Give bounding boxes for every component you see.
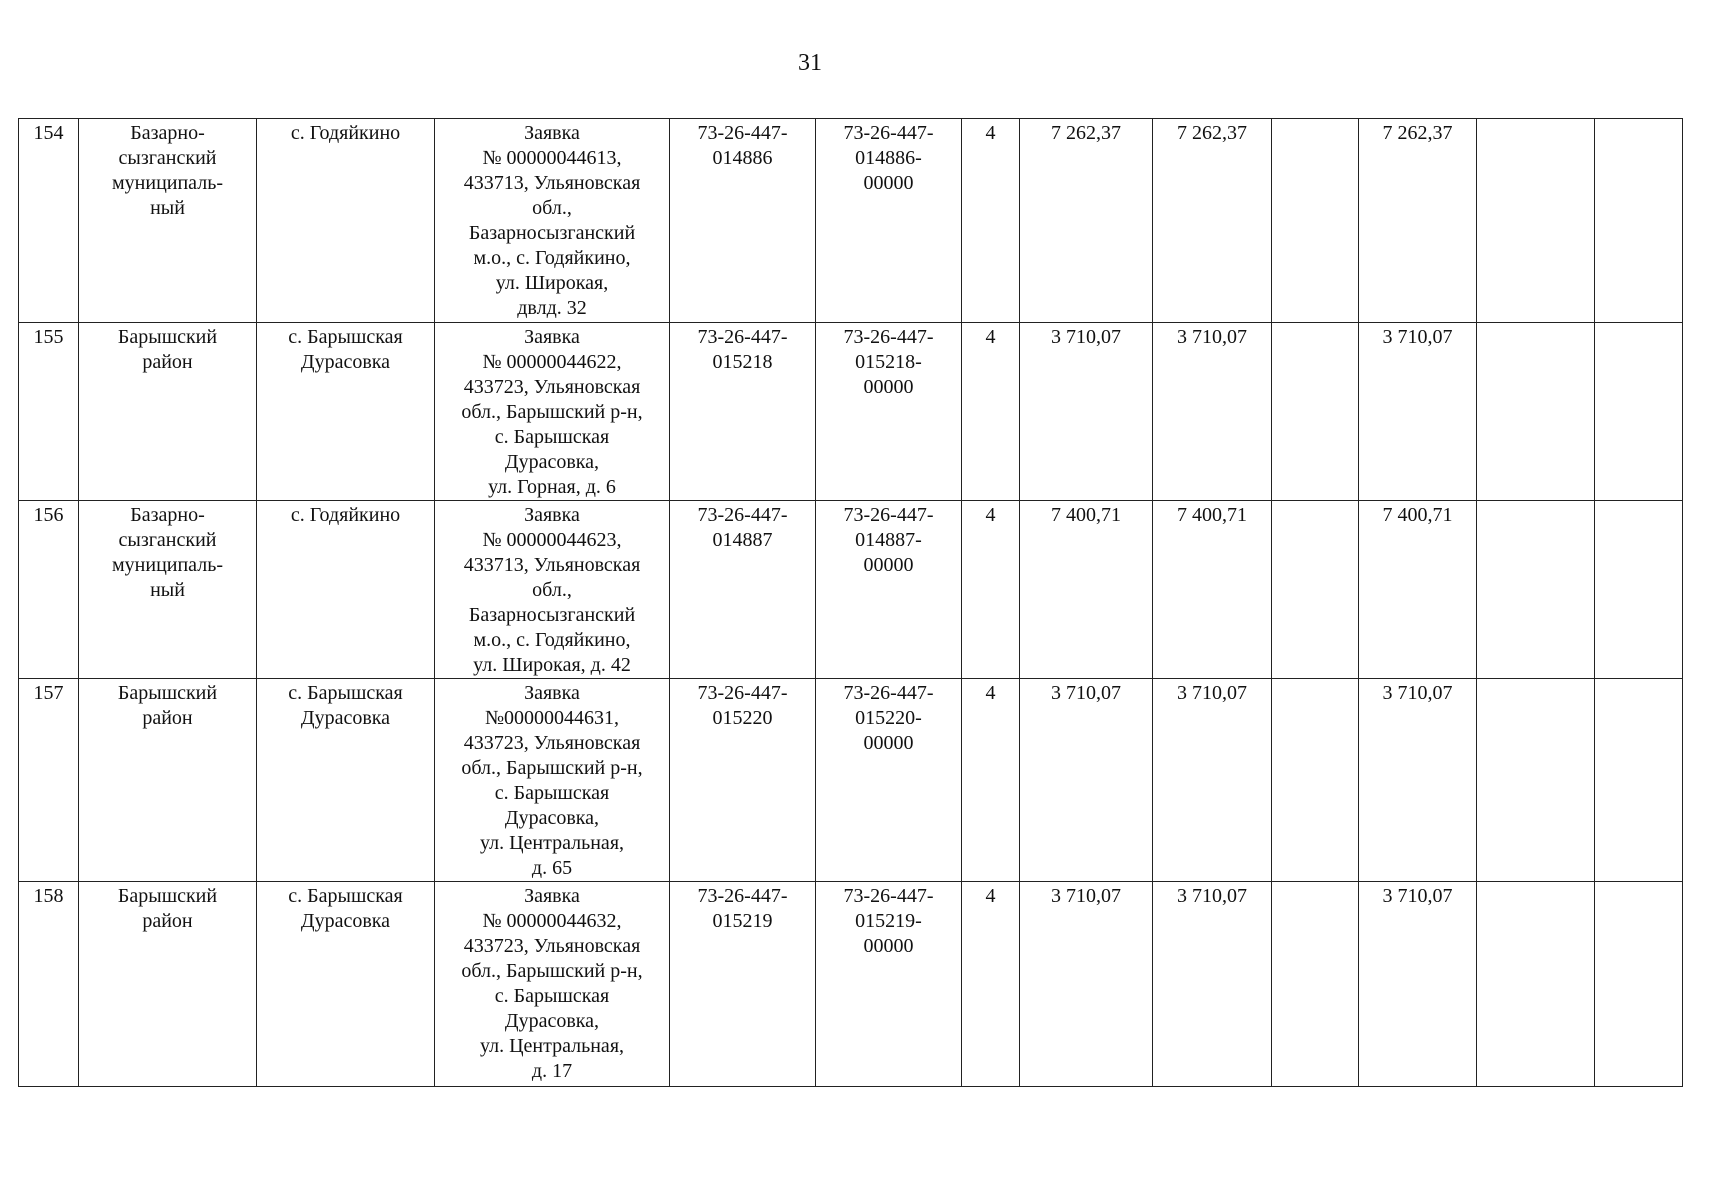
district-cell: [79, 882, 257, 1087]
application-address-cell: [435, 119, 670, 323]
extra-2-cell: [1595, 119, 1683, 323]
cell-line: Дурасовка,: [504, 451, 600, 473]
cell-line: с. Барышская: [494, 426, 610, 448]
cell-line: район: [142, 707, 193, 729]
cell-line: 433713, Ульяновская: [463, 172, 641, 194]
quantity-cell: 4: [962, 323, 1020, 501]
cell-line: Дурасовка,: [504, 807, 600, 829]
cell-line: Базарно-: [130, 504, 205, 526]
cell-line: 433713, Ульяновская: [463, 554, 641, 576]
cell-line: двлд. 32: [517, 297, 587, 319]
amount-3-cell: [1272, 501, 1359, 679]
cell-line: ул. Центральная,: [479, 832, 625, 854]
cell-line: обл., Барышский р-н,: [461, 960, 643, 982]
cell-line: Базарносызганский: [468, 604, 636, 626]
locality-cell: [257, 119, 435, 323]
amount-4-cell: 7 400,71: [1359, 501, 1477, 679]
cell-line: сызганский: [118, 529, 217, 551]
row-number-cell: 157: [19, 679, 79, 882]
extra-2-cell: [1595, 501, 1683, 679]
code-cell: [670, 119, 816, 323]
quantity-cell: 4: [962, 119, 1020, 323]
amount-2-cell: 3 710,07: [1153, 882, 1272, 1087]
cell-line: 015219: [712, 910, 773, 932]
cell-line: 73-26-447-: [843, 504, 934, 526]
cell-line: 433723, Ульяновская: [463, 376, 641, 398]
cell-line: с. Барышская: [288, 326, 403, 348]
cell-line: ул. Центральная,: [479, 1035, 625, 1057]
amount-2-cell: 3 710,07: [1153, 679, 1272, 882]
application-address-cell: [435, 501, 670, 679]
cell-line: 73-26-447-: [843, 326, 934, 348]
cell-line: 015218-: [855, 351, 922, 373]
amount-4-cell: 3 710,07: [1359, 882, 1477, 1087]
cell-line: обл.,: [532, 197, 572, 219]
district-cell: [79, 119, 257, 323]
full-code-cell: [816, 501, 962, 679]
cell-line: Заявка: [524, 326, 580, 348]
extra-1-cell: [1477, 323, 1595, 501]
cell-line: Заявка: [524, 504, 580, 526]
amount-3-cell: [1272, 119, 1359, 323]
cell-line: № 00000044632,: [482, 910, 622, 932]
cell-line: 00000: [863, 732, 914, 754]
cell-line: Заявка: [524, 122, 580, 144]
cell-line: обл., Барышский р-н,: [461, 757, 643, 779]
cell-line: Заявка: [524, 885, 580, 907]
district-cell: [79, 679, 257, 882]
cell-line: район: [142, 910, 193, 932]
extra-1-cell: [1477, 679, 1595, 882]
cell-line: ул. Широкая, д. 42: [473, 654, 631, 676]
cell-line: муниципаль-: [112, 554, 223, 576]
page-number: 31: [798, 50, 822, 76]
district-cell: [79, 501, 257, 679]
cell-line: 015220: [712, 707, 773, 729]
cell-line: с. Барышская: [288, 682, 403, 704]
cell-line: Барышский: [117, 326, 218, 348]
cell-line: 014886: [712, 147, 773, 169]
cell-line: сызганский: [118, 147, 217, 169]
cell-line: № 00000044613,: [482, 147, 622, 169]
cell-line: обл., Барышский р-н,: [461, 401, 643, 423]
quantity-cell: 4: [962, 501, 1020, 679]
cell-line: 73-26-447-: [843, 122, 934, 144]
table-row: [19, 119, 1683, 323]
cell-line: Дурасовка: [300, 707, 391, 729]
row-number-cell: 156: [19, 501, 79, 679]
cell-line: 00000: [863, 172, 914, 194]
cell-line: 73-26-447-: [697, 885, 788, 907]
row-number-cell: 154: [19, 119, 79, 323]
code-cell: [670, 501, 816, 679]
amount-2-cell: 3 710,07: [1153, 323, 1272, 501]
extra-2-cell: [1595, 323, 1683, 501]
table-row: [19, 882, 1683, 1087]
district-cell: [79, 323, 257, 501]
table-row: [19, 323, 1683, 501]
cell-line: 015219-: [855, 910, 922, 932]
amount-4-cell: 3 710,07: [1359, 323, 1477, 501]
amount-1-cell: 7 400,71: [1020, 501, 1153, 679]
code-cell: [670, 882, 816, 1087]
extra-1-cell: [1477, 501, 1595, 679]
amount-1-cell: 3 710,07: [1020, 882, 1153, 1087]
quantity-cell: 4: [962, 882, 1020, 1087]
table-row: [19, 501, 1683, 679]
full-code-cell: [816, 119, 962, 323]
amount-1-cell: 7 262,37: [1020, 119, 1153, 323]
cell-line: ул. Широкая,: [495, 272, 609, 294]
cell-line: 73-26-447-: [843, 885, 934, 907]
cell-line: 014886-: [855, 147, 922, 169]
cell-line: Заявка: [524, 682, 580, 704]
cell-line: ул. Горная, д. 6: [488, 476, 616, 498]
application-address-cell: [435, 323, 670, 501]
quantity-cell: 4: [962, 679, 1020, 882]
extra-2-cell: [1595, 882, 1683, 1087]
full-code-cell: [816, 323, 962, 501]
cell-line: Барышский: [117, 885, 218, 907]
extra-1-cell: [1477, 882, 1595, 1087]
cell-line: с. Барышская: [288, 885, 403, 907]
amount-3-cell: [1272, 882, 1359, 1087]
application-address-cell: [435, 882, 670, 1087]
cell-line: с. Годяйкино: [290, 504, 401, 526]
cell-line: 73-26-447-: [697, 326, 788, 348]
cell-line: д. 17: [531, 1060, 573, 1082]
cell-line: 433723, Ульяновская: [463, 935, 641, 957]
cell-line: м.о., с. Годяйкино,: [473, 247, 631, 269]
cell-line: № 00000044622,: [482, 351, 622, 373]
cell-line: №00000044631,: [484, 707, 620, 729]
amount-4-cell: 3 710,07: [1359, 679, 1477, 882]
table-row: [19, 679, 1683, 882]
full-code-cell: [816, 882, 962, 1087]
cell-line: м.о., с. Годяйкино,: [473, 629, 631, 651]
cell-line: Дурасовка,: [504, 1010, 600, 1032]
amount-2-cell: 7 400,71: [1153, 501, 1272, 679]
full-code-cell: [816, 679, 962, 882]
cell-line: 00000: [863, 376, 914, 398]
cell-line: 433723, Ульяновская: [463, 732, 641, 754]
cell-line: с. Барышская: [494, 985, 610, 1007]
row-number-cell: 155: [19, 323, 79, 501]
locality-cell: [257, 679, 435, 882]
cell-line: Базарносызганский: [468, 222, 636, 244]
code-cell: [670, 323, 816, 501]
cell-line: район: [142, 351, 193, 373]
cell-line: 73-26-447-: [843, 682, 934, 704]
cell-line: № 00000044623,: [482, 529, 622, 551]
cell-line: 015218: [712, 351, 773, 373]
cell-line: 015220-: [855, 707, 922, 729]
amount-1-cell: 3 710,07: [1020, 323, 1153, 501]
cell-line: с. Годяйкино: [290, 122, 401, 144]
extra-1-cell: [1477, 119, 1595, 323]
amount-3-cell: [1272, 679, 1359, 882]
amount-1-cell: 3 710,07: [1020, 679, 1153, 882]
cell-line: обл.,: [532, 579, 572, 601]
cell-line: ный: [150, 579, 185, 601]
locality-cell: [257, 882, 435, 1087]
cell-line: 00000: [863, 935, 914, 957]
cell-line: д. 65: [531, 857, 573, 879]
registry-table: [18, 118, 1683, 1087]
code-cell: [670, 679, 816, 882]
amount-3-cell: [1272, 323, 1359, 501]
extra-2-cell: [1595, 679, 1683, 882]
cell-line: Базарно-: [130, 122, 205, 144]
cell-line: 73-26-447-: [697, 504, 788, 526]
locality-cell: [257, 501, 435, 679]
cell-line: муниципаль-: [112, 172, 223, 194]
application-address-cell: [435, 679, 670, 882]
locality-cell: [257, 323, 435, 501]
cell-line: 73-26-447-: [697, 122, 788, 144]
cell-line: 73-26-447-: [697, 682, 788, 704]
amount-4-cell: 7 262,37: [1359, 119, 1477, 323]
cell-line: Дурасовка: [300, 351, 391, 373]
cell-line: ный: [150, 197, 185, 219]
cell-line: Дурасовка: [300, 910, 391, 932]
cell-line: Барышский: [117, 682, 218, 704]
cell-line: 014887-: [855, 529, 922, 551]
amount-2-cell: 7 262,37: [1153, 119, 1272, 323]
row-number-cell: 158: [19, 882, 79, 1087]
cell-line: с. Барышская: [494, 782, 610, 804]
cell-line: 00000: [863, 554, 914, 576]
cell-line: 014887: [712, 529, 773, 551]
